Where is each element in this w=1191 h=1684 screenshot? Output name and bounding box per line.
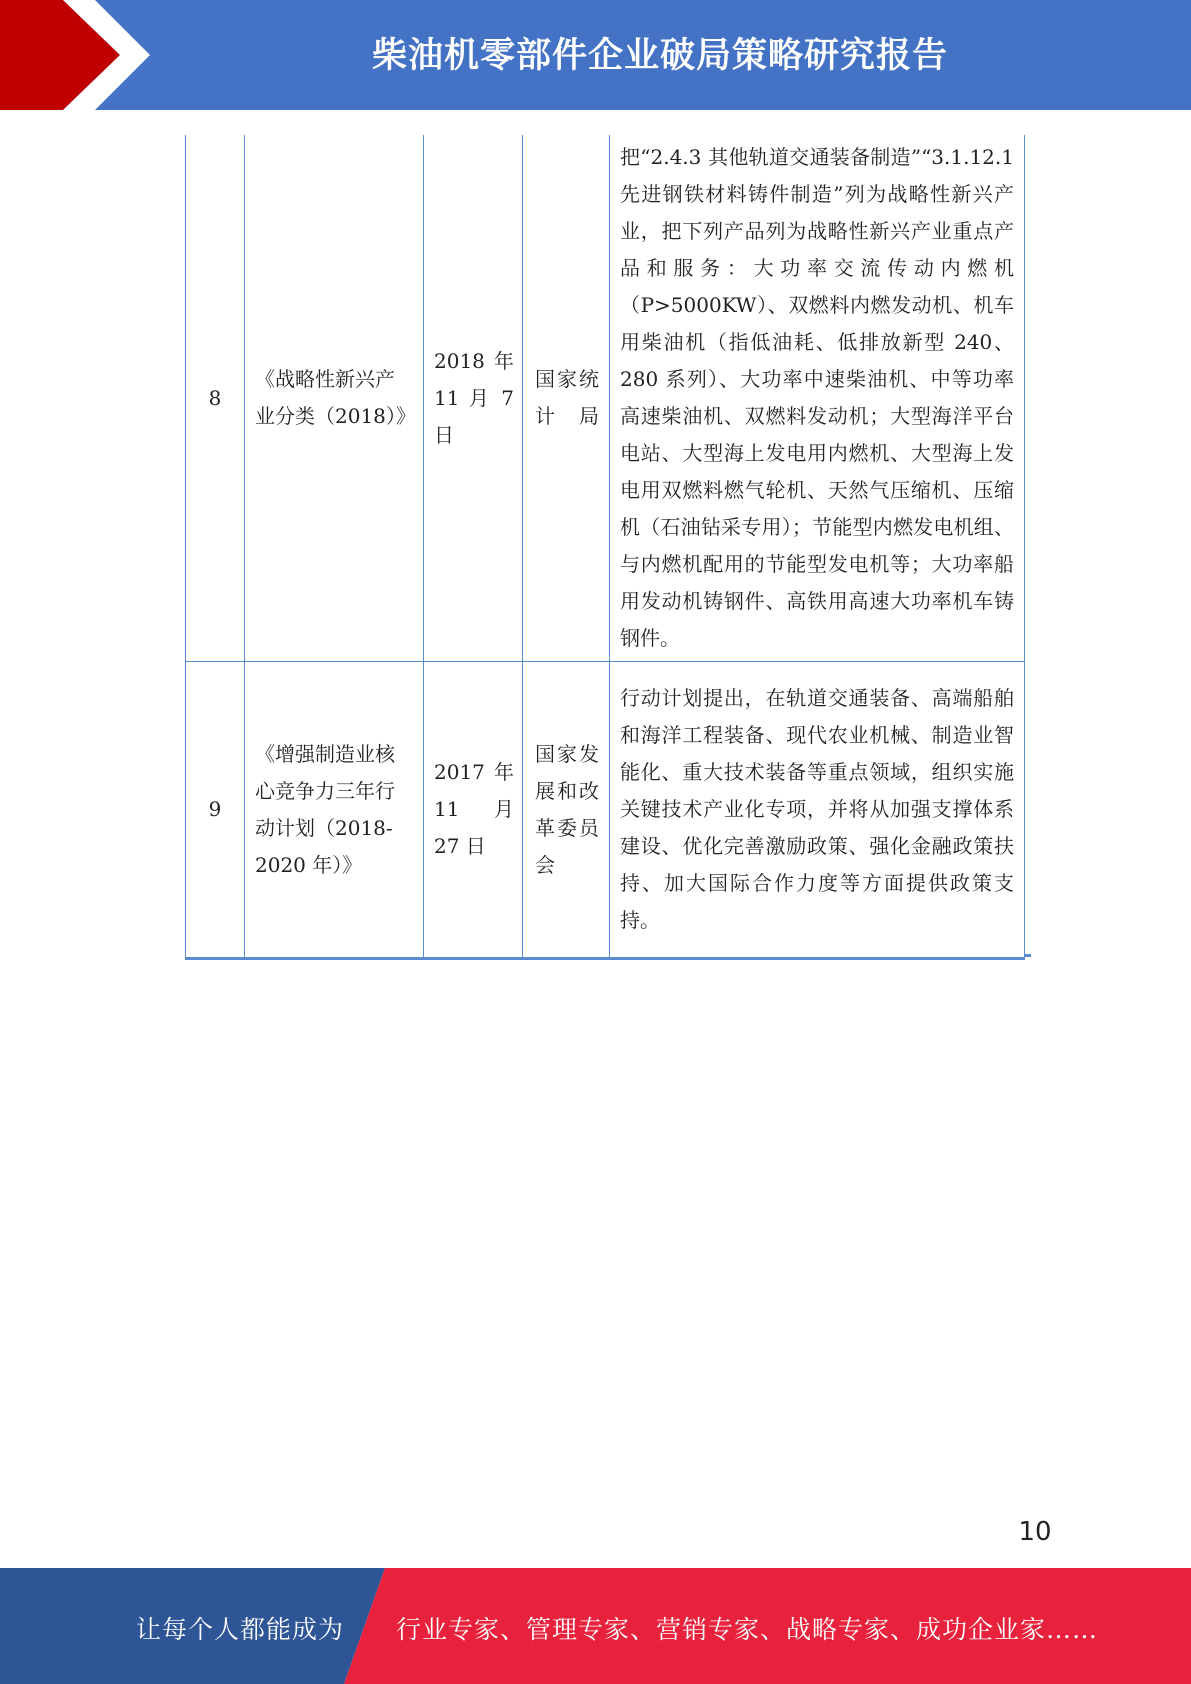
table-row <box>186 135 1025 662</box>
table-border-tail <box>1025 954 1031 957</box>
policy-name: 《战略性新兴产业分类（2018）》 <box>255 367 416 428</box>
footer-slogan-right: 行业专家、管理专家、营销专家、战略专家、成功企业家…… <box>396 1615 1099 1644</box>
policy-table <box>185 135 1025 960</box>
page-footer <box>0 1568 1191 1684</box>
table-row <box>186 662 1025 959</box>
report-title: 柴油机零部件企业破局策略研究报告 <box>371 36 948 76</box>
issuing-org: 国家统计局 <box>535 367 599 428</box>
policy-description: 把“2.4.3 其他轨道交通装备制造”“3.1.12.1 先进钢铁材料铸件制造”列为战略性新兴产业，把下列产品列为战略性新兴产业重点产品和服务：大功率交流传动内燃机（P>5000KW）、双燃料内燃发动机、机车用柴油机（指低油耗、低排放新型 240、280 系列）、大功率中速柴油机、中等功率高速柴油机、双燃料发动机；大型海洋平台电站、大型海上发电用内燃机、大型海上发电用双燃料燃气轮机、天然气压缩机、压缩机（石油钻采专用）；节能型内燃发电机组、与内燃机配用的节能型发电机等；大功率船用发动机铸钢件、高铁用高速大功率机车铸钢件。 <box>620 145 1014 650</box>
issue-date: 2018 年 11 月 7 日 <box>434 348 514 447</box>
issue-date: 2017 年 11 月 27 日 <box>434 760 514 858</box>
policy-name: 《增强制造业核心竞争力三年行动计划（2018-2020 年）》 <box>255 741 395 877</box>
issuing-org: 国家发展和改革委员会 <box>535 741 599 877</box>
row-number: 8 <box>186 135 245 662</box>
page-header <box>0 0 1191 110</box>
footer-slogan-left: 让每个人都能成为 <box>135 1615 344 1644</box>
policy-description: 行动计划提出，在轨道交通装备、高端船舶和海洋工程装备、现代农业机械、制造业智能化、重大技术装备等重点领域，组织实施关键技术产业化专项，并将从加强支撑体系建设、优化完善激励政策、强化金融政策扶持、加大国际合作力度等方面提供政策支持。 <box>620 686 1014 932</box>
page-number: 10 <box>1018 1517 1052 1547</box>
row-number: 9 <box>186 662 245 959</box>
